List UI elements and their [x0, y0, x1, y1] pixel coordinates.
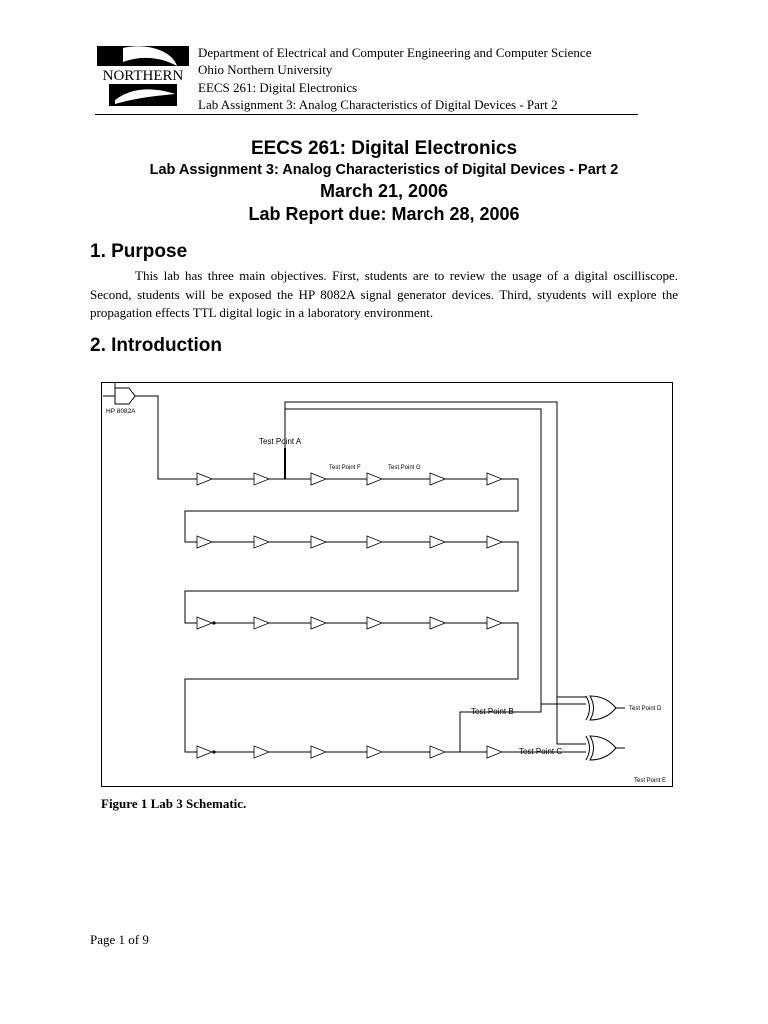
junction-dot	[212, 621, 215, 624]
header-university: Ohio Northern University	[198, 62, 333, 78]
doc-title-date: March 21, 2006	[319, 181, 449, 201]
logo-text: NORTHERN	[102, 68, 184, 84]
header-rule	[95, 114, 638, 115]
header-lab: Lab Assignment 3: Analog Characteristics of Digital Devices - Part 2	[198, 97, 558, 113]
signal-generator-icon	[103, 383, 135, 404]
header-department: Department of Electrical and Computer Engineering and Computer Science	[198, 45, 592, 60]
test-point-g-label: Test Point G	[388, 465, 421, 471]
lab-schematic	[101, 382, 673, 787]
generator-label: HP 8082A	[106, 408, 136, 415]
introduction-heading: 2. Introduction	[90, 335, 222, 356]
xor-gate-icons	[586, 696, 616, 760]
title-block	[0, 137, 768, 226]
university-logo	[93, 44, 193, 110]
doc-title-course: EECS 261: Digital Electronics	[250, 138, 518, 159]
test-point-c-label: Test Point C	[519, 747, 563, 756]
document-header	[198, 44, 591, 114]
test-point-b-label: Test Point B	[471, 707, 514, 716]
schematic-frame	[102, 383, 673, 787]
figure-caption: Figure 1 Lab 3 Schematic.	[101, 796, 247, 811]
purpose-heading: 1. Purpose	[90, 241, 188, 262]
purpose-paragraph: This lab has three main objectives. First, students are to review the usage of a digital oscilliscope. Second, students will be exposed the HP 8082A signal generator devices. Third, styudents will explore the propagation effects TTL digital logic in a laboratory environment.	[90, 268, 678, 320]
page-number: Page 1 of 9	[90, 932, 149, 947]
inverter-gates	[197, 473, 502, 758]
test-point-e-label: Test Point E	[634, 778, 667, 784]
test-point-f-label: Test Point F	[329, 465, 361, 471]
test-point-a-label: Test Point A	[259, 437, 302, 446]
junction-dot	[212, 750, 215, 753]
header-course: EECS 261: Digital Electronics	[198, 79, 358, 95]
test-point-d-label: Test Point D	[629, 706, 662, 712]
doc-title-lab: Lab Assignment 3: Analog Characteristics of Digital Devices - Part 2	[149, 162, 619, 178]
doc-title-due: Lab Report due: March 28, 2006	[248, 204, 520, 224]
schematic-wires	[135, 396, 625, 752]
